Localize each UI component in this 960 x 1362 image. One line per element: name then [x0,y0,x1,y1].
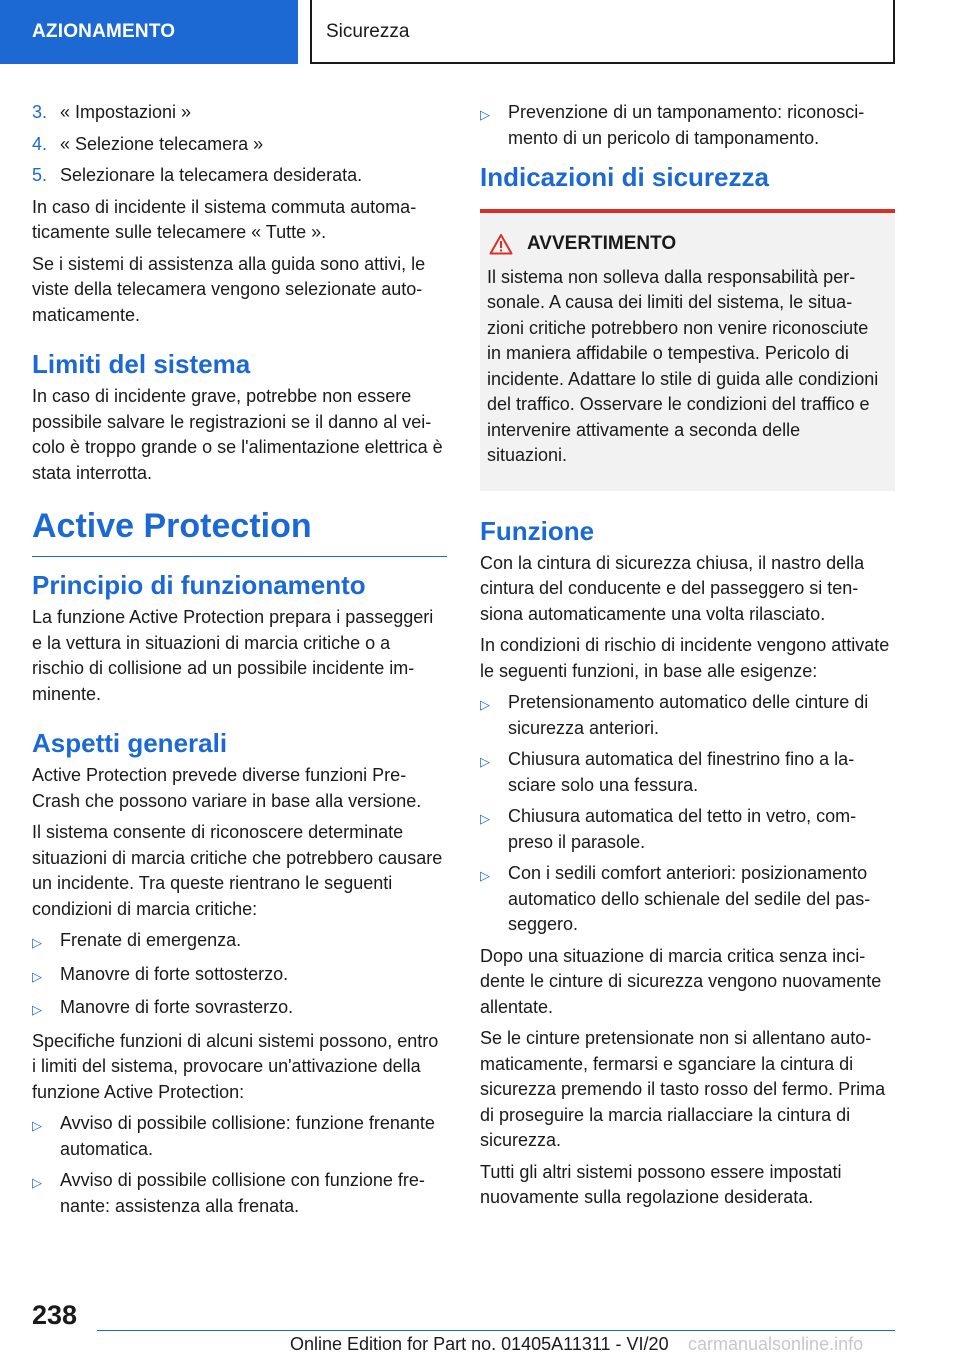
triangle-bullet-icon: ▷ [32,1118,42,1133]
heading-general: Aspetti generali [32,728,228,758]
list-item: ▷ Avviso di possibile collisione con funzione frenante: assistenza alla frenata. [32,1168,447,1219]
triangle-bullet-icon: ▷ [480,754,490,769]
step-item: 4. « Selezione telecamera » [32,133,264,154]
triangle-bullet-icon: ▷ [480,868,490,883]
list-item: ▷ Con i sedili comfort anteriori: posizionamento automatico dello schienale del sedile del passeggero. [480,861,895,938]
paragraph: Se le cinture pretensionate non si allentano automaticamente, fermarsi e sganciare la cintura di sicurezza premendo il tasto rosso del fermo. Prima di proseguire la marcia riallacciare la cintura di sicurezza. [480,1028,886,1150]
paragraph: In caso di incidente il sistema commuta automaticamente sulle telecamere « Tutte ». [32,196,417,242]
paragraph: Con la cintura di sicurezza chiusa, il nastro della cintura del conducente e del passeggero si tensiona automaticamente una volta rilasciato. [480,552,865,624]
heading-limits: Limiti del sistema [32,349,251,379]
heading-principle: Principio di funzionamento [32,570,366,600]
paragraph: Il sistema consente di riconoscere determinate situazioni di marcia critiche che potrebbero causare un incidente. Tra queste rientrano le seguenti condizioni di marcia critiche: [32,822,443,919]
warning-box [480,213,895,491]
triangle-bullet-icon: ▷ [32,968,42,984]
paragraph: Specifiche funzioni di alcuni sistemi possono, entro i limiti del sistema, provocare un'attivazione della funzione Active Protection: [32,1030,439,1102]
paragraph: Tutti gli altri sistemi possono essere impostati nuovamente sulla regolazione desiderata. [480,1161,842,1207]
list-item: ▷ Prevenzione di un tamponamento: riconoscimento di un pericolo di tamponamento. [480,100,895,151]
list-item: ▷ Pretensionamento automatico delle cinture di sicurezza anteriori. [480,690,895,741]
paragraph: In caso di incidente grave, potrebbe non essere possibile salvare le registrazioni se il danno al veicolo è troppo grande o se l'alimentazione elettrica è stata interrotta. [32,386,443,483]
paragraph: La funzione Active Protection prepara i passeggeri e la vettura in situazioni di marcia critiche o a rischio di collisione ad un possibile incidente imminente. [32,607,434,704]
chapter-title: Sicurezza [310,0,895,64]
right-column [480,100,895,1217]
heading-safety: Indicazioni di sicurezza [480,162,769,192]
warning-text: Il sistema non solleva dalla responsabilità personale. A causa dei limiti del sistema, le situazioni critiche potrebbero non venire riconosciute in maniera affidabile o tempestiva. Pericolo di incidente. Adattare lo stile di guida alle condizioni del traffico. Osservare le condizioni del traffico e intervenire attivamente a seconda delle situazioni. [487,266,879,465]
warning-triangle-icon [489,233,513,255]
list-item: ▷ Avviso di possibile collisione: funzione frenante automatica. [32,1111,447,1162]
triangle-bullet-icon: ▷ [32,1175,42,1190]
step-item: 5. Selezionare la telecamera desiderata. [32,165,363,185]
heading-function: Funzione [480,515,595,546]
list-item: ▷ Chiusura automatica del tetto in vetro, compreso il parasole. [480,804,895,855]
page-number: 238 [32,1300,78,1330]
section-tab: AZIONAMENTO [0,0,298,64]
paragraph: In condizioni di rischio di incidente vengono attivate le seguenti funzioni, in base alle esigenze: [480,635,890,681]
triangle-bullet-icon: ▷ [480,811,490,826]
watermark: carmanualsonline.info [688,1334,864,1354]
left-column [32,100,447,1225]
list-item: ▷ Chiusura automatica del finestrino fino a lasciare solo una fessura. [480,747,895,798]
triangle-bullet-icon: ▷ [32,1002,42,1017]
edition-text: Online Edition for Part no. 01405A11311 - VI/20 [290,1334,669,1354]
step-item: 3. « Impostazioni » [32,102,192,122]
warning-title: AVVERTIMENTO [487,231,881,257]
list-item: ▷ Manovre di forte sottosterzo. [32,962,447,990]
list-item: ▷ Frenate di emergenza. [32,928,447,956]
paragraph: Dopo una situazione di marcia critica senza incidente le cinture di sicurezza vengono nuovamente allentate. [480,945,882,1017]
heading-active-protection: Active Protection [32,507,312,545]
list-item: ▷ Manovre di forte sovrasterzo. [32,995,447,1023]
triangle-bullet-icon: ▷ [480,697,490,712]
heading-rule [32,556,447,557]
footer-rule [97,1330,895,1331]
triangle-bullet-icon: ▷ [480,107,490,122]
paragraph: Se i sistemi di assistenza alla guida sono attivi, le viste della telecamera vengono selezionate automaticamente. [32,253,426,325]
triangle-bullet-icon: ▷ [32,935,42,950]
paragraph: Active Protection prevede diverse funzioni Pre-Crash che possono variare in base alla versione. [32,765,422,811]
